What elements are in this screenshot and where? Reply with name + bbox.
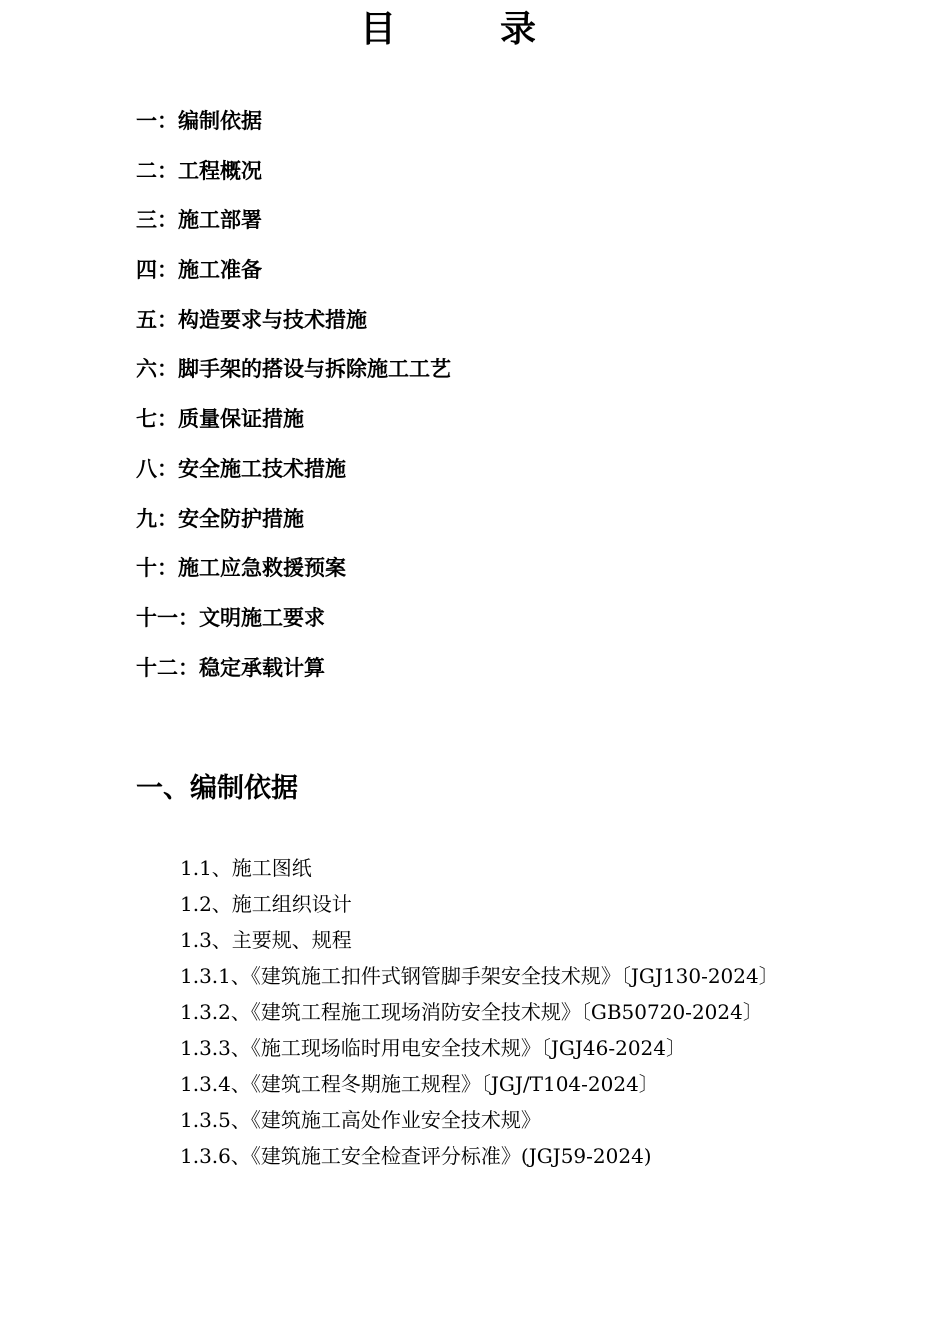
basis-item: 1.3.4、《建筑工程冬期施工规程》〔JGJ/T104-2024〕 <box>180 1072 659 1096</box>
basis-item: 1.1、施工图纸 <box>180 856 312 880</box>
section-heading: 一、编制依据 <box>136 773 298 804</box>
basis-item: 1.2、施工组织设计 <box>180 892 352 916</box>
basis-item: 1.3.2、《建筑工程施工现场消防安全技术规》〔GB50720-2024〕 <box>180 1000 763 1024</box>
table-of-contents <box>136 104 451 700</box>
toc-item: 九：安全防护措施 <box>136 506 304 531</box>
basis-item: 1.3.5、《建筑施工高处作业安全技术规》 <box>180 1108 541 1132</box>
toc-item: 八：安全施工技术措施 <box>136 456 346 481</box>
toc-item: 五：构造要求与技术措施 <box>136 307 367 332</box>
basis-item: 1.3、主要规、规程 <box>180 928 352 952</box>
page-title: 目 录 <box>359 9 570 50</box>
toc-item: 二：工程概况 <box>136 158 262 183</box>
basis-list <box>180 850 779 1174</box>
toc-item: 七：质量保证措施 <box>136 407 304 432</box>
basis-item: 1.3.1、《建筑施工扣件式钢管脚手架安全技术规》〔JGJ130-2024〕 <box>180 964 779 988</box>
toc-item: 四：施工准备 <box>136 258 262 283</box>
toc-item: 十：施工应急救援预案 <box>136 556 346 581</box>
basis-item: 1.3.3、《施工现场临时用电安全技术规》〔JGJ46-2024〕 <box>180 1036 687 1060</box>
toc-item: 一：编制依据 <box>136 109 262 133</box>
toc-item: 六：脚手架的搭设与拆除施工工艺 <box>136 357 451 382</box>
toc-item: 三：施工部署 <box>136 208 262 233</box>
basis-item: 1.3.6、《建筑施工安全检查评分标准》(JGJ59-2024) <box>180 1144 652 1168</box>
toc-item: 十一：文明施工要求 <box>136 605 325 630</box>
toc-item: 十二：稳定承载计算 <box>136 655 325 680</box>
